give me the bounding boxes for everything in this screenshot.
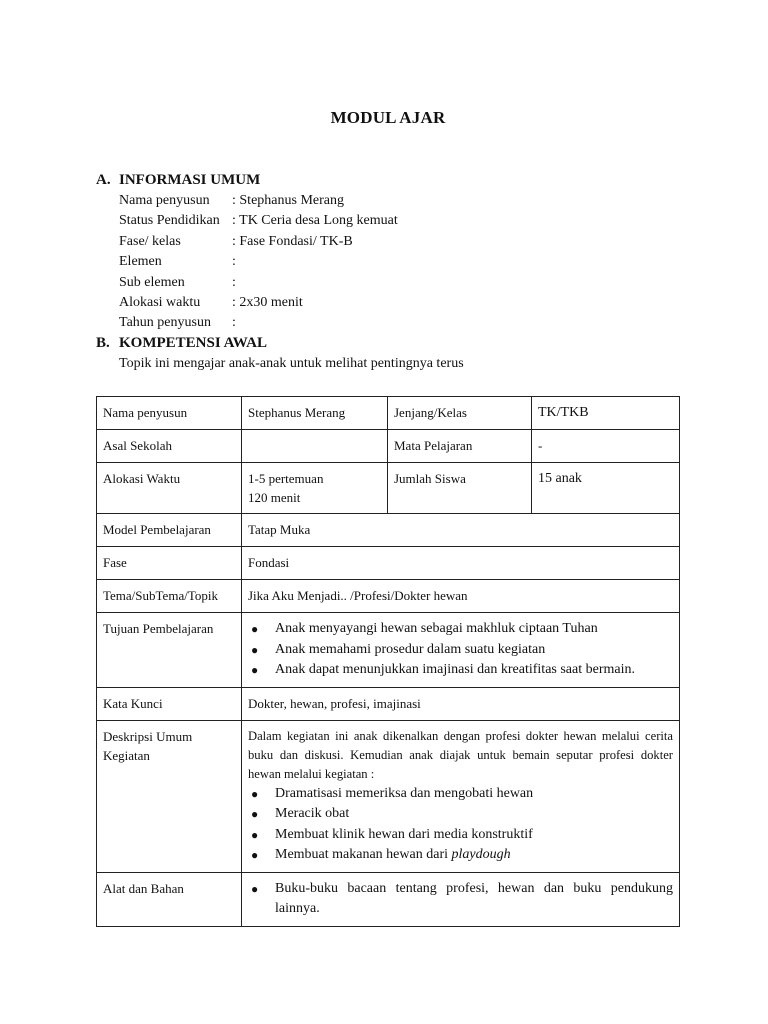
table-cell-label: Alokasi Waktu [97, 463, 242, 514]
list-item: ● Anak menyayangi hewan sebagai makhluk ciptaan Tuhan [248, 619, 673, 640]
description-label-line: Deskripsi Umum [103, 728, 193, 744]
info-label: Tahun penyusun [119, 315, 211, 331]
table-row [97, 547, 680, 580]
list-item: ● Buku-buku bacaan tentang profesi, hewan dan buku pendukung lainnya. [248, 879, 673, 920]
list-item: ● Dramatisasi memeriksa dan mengobati hewan [248, 784, 673, 805]
info-row-time-allocation [119, 293, 398, 313]
info-label: Elemen [119, 254, 162, 270]
section-b-title: KOMPETENSI AWAL [119, 335, 267, 351]
section-a-heading [96, 172, 260, 189]
table-row [97, 872, 680, 926]
table-cell-value: Dokter, hewan, profesi, imajinasi [242, 687, 680, 720]
list-item: ● Membuat klinik hewan dari media konstruktif [248, 825, 673, 846]
list-item: ● Anak dapat menunjukkan imajinasi dan kreatifitas saat bermain. [248, 660, 673, 681]
section-b-letter: B. [96, 335, 110, 351]
table-cell-label: Mata Pelajaran [388, 430, 532, 463]
table-cell-label: Nama penyusun [97, 397, 242, 430]
info-value: : [232, 315, 236, 331]
table-cell-label: Jenjang/Kelas [388, 397, 532, 430]
table-cell-value: Tatap Muka [242, 514, 680, 547]
info-row-author [119, 191, 398, 211]
materials-list [248, 879, 673, 920]
table-cell-label: Model Pembelajaran [97, 514, 242, 547]
info-row-element [119, 252, 398, 272]
table-row [97, 720, 680, 872]
table-row [97, 397, 680, 430]
table-row [97, 430, 680, 463]
table-cell-label: Tujuan Pembelajaran [97, 613, 242, 688]
page-title: MODUL AJAR [330, 108, 446, 127]
info-label: Status Pendidikan [119, 213, 220, 229]
table-cell-label [97, 720, 242, 872]
table-cell-label: Jumlah Siswa [388, 463, 532, 514]
section-a-letter: A. [96, 172, 111, 188]
activity-text: Membuat makanan hewan dari [275, 847, 452, 862]
table-cell-value: Fondasi [242, 547, 680, 580]
info-value: : TK Ceria desa Long kemuat [232, 213, 398, 229]
table-row [97, 687, 680, 720]
table-cell-value [242, 613, 680, 688]
list-item [248, 845, 673, 866]
table-cell-label: Asal Sekolah [97, 430, 242, 463]
section-b-heading [96, 335, 267, 352]
table-row [97, 514, 680, 547]
table-row [97, 613, 680, 688]
info-row-sub-element [119, 273, 398, 293]
info-label: Fase/ kelas [119, 233, 181, 249]
info-value: : 2x30 menit [232, 294, 303, 310]
info-label: Sub elemen [119, 274, 185, 290]
section-a-title: INFORMASI UMUM [119, 172, 261, 188]
activities-list [248, 784, 673, 866]
general-info-list [119, 191, 398, 334]
table-cell-value: TK/TKB [532, 397, 680, 430]
competency-text: Topik ini mengajar anak-anak untuk melihat pentingnya terus [119, 356, 464, 371]
list-item: ● Meracik obat [248, 804, 673, 825]
table-cell-value: - [532, 430, 680, 463]
info-label: Alokasi waktu [119, 294, 201, 310]
table-cell-value [242, 463, 388, 514]
table-cell-value: Stephanus Merang [242, 397, 388, 430]
table-cell-value [242, 430, 388, 463]
table-cell-label: Kata Kunci [97, 687, 242, 720]
table-cell-value: 15 anak [532, 463, 680, 514]
list-item: ● Anak memahami prosedur dalam suatu kegiatan [248, 640, 673, 661]
description-text: Dalam kegiatan ini anak dikenalkan dengan profesi dokter hewan melalui cerita buku dan diskusi. Kemudian anak diajak untuk bemain seputar profesi dokter hewan melalui kegiatan : [248, 728, 673, 781]
time-value-line: 1-5 pertemuan [248, 471, 324, 486]
info-value: : Fase Fondasi/ TK-B [232, 233, 353, 249]
table-cell-label: Alat dan Bahan [97, 872, 242, 926]
activity-italic-text: playdough [451, 847, 511, 862]
table-cell-label: Tema/SubTema/Topik [97, 580, 242, 613]
info-label: Nama penyusun [119, 193, 210, 208]
table-cell-value [242, 872, 680, 926]
table-cell-value [242, 720, 680, 872]
description-label-line: Kegiatan [103, 747, 150, 763]
info-value: : Stephanus Merang [232, 193, 344, 208]
time-value-line: 120 menit [248, 490, 301, 505]
goals-list [248, 619, 673, 681]
table-cell-value: Jika Aku Menjadi.. /Profesi/Dokter hewan [242, 580, 680, 613]
table-cell-label: Fase [97, 547, 242, 580]
info-row-phase-class [119, 232, 398, 252]
info-value: : [232, 274, 236, 290]
table-row [97, 463, 680, 514]
module-table [96, 396, 680, 927]
info-value: : [232, 254, 236, 270]
info-row-year [119, 313, 398, 333]
info-row-education-status [119, 211, 398, 231]
table-row [97, 580, 680, 613]
